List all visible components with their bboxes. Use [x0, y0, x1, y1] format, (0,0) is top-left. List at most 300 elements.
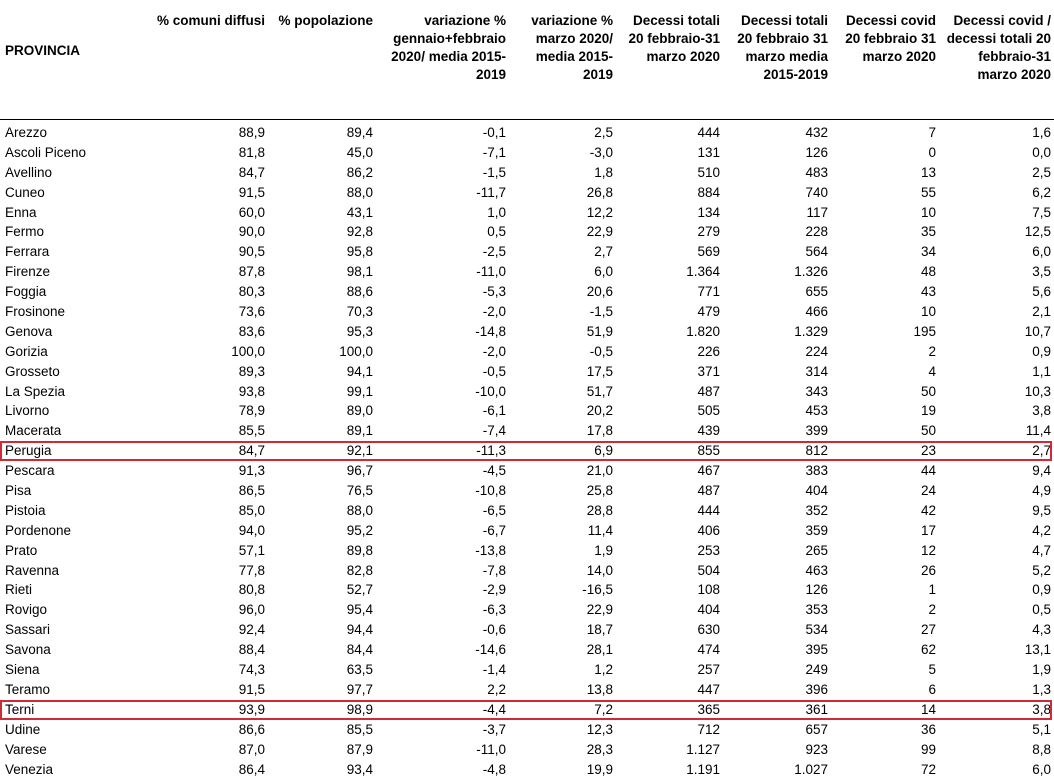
- value-cell: 26,8: [586, 184, 613, 200]
- value-cell: 4: [928, 363, 936, 379]
- value-cell: 712: [697, 721, 720, 737]
- table-row: [0, 660, 1054, 680]
- value-cell: 474: [697, 642, 720, 658]
- value-cell: 88,0: [346, 502, 373, 518]
- value-cell: -14,6: [475, 642, 506, 658]
- value-cell: 483: [805, 164, 828, 180]
- value-cell: 82,8: [346, 562, 373, 578]
- value-cell: 35: [920, 224, 936, 240]
- value-cell: 1,9: [594, 542, 613, 558]
- value-cell: 5,2: [1032, 562, 1051, 578]
- value-cell: 90,0: [238, 224, 265, 240]
- value-cell: -11,0: [476, 264, 506, 280]
- value-cell: 99,1: [346, 383, 373, 399]
- value-cell: 3,8: [1032, 403, 1051, 419]
- province-name-cell: Udine: [5, 721, 41, 737]
- value-cell: -11,7: [476, 184, 506, 200]
- table-row: [0, 600, 1054, 620]
- value-cell: 28,1: [586, 642, 613, 658]
- value-cell: -14,8: [475, 323, 506, 339]
- value-cell: -5,3: [482, 284, 506, 300]
- value-cell: 383: [805, 463, 828, 479]
- table-row: [0, 561, 1054, 581]
- table-row: [0, 501, 1054, 521]
- province-name-cell: Terni: [5, 701, 35, 717]
- province-name-cell: Cuneo: [5, 184, 45, 200]
- value-cell: 253: [697, 542, 720, 558]
- value-cell: 86,6: [238, 721, 265, 737]
- value-cell: 1,1: [1032, 363, 1051, 379]
- table-row: [0, 580, 1054, 600]
- province-name-cell: Grosseto: [5, 363, 60, 379]
- table-row: [0, 760, 1054, 780]
- value-cell: 0: [928, 144, 936, 160]
- table-row: [0, 143, 1054, 163]
- value-cell: 12,2: [586, 204, 613, 220]
- table-row: [0, 740, 1054, 760]
- table-row: [0, 342, 1054, 362]
- value-cell: 740: [805, 184, 828, 200]
- value-cell: 28,3: [586, 741, 613, 757]
- value-cell: 771: [697, 284, 720, 300]
- value-cell: -6,5: [482, 502, 506, 518]
- value-cell: -1,4: [482, 662, 506, 678]
- value-cell: -0,1: [482, 125, 506, 140]
- value-cell: 2,7: [1032, 443, 1051, 459]
- table-row: [0, 322, 1054, 342]
- value-cell: 89,1: [346, 423, 373, 439]
- value-cell: 505: [697, 403, 720, 419]
- province-name-cell: Frosinone: [5, 304, 66, 320]
- value-cell: 487: [697, 483, 720, 499]
- table-header: [0, 0, 1054, 120]
- value-cell: 343: [805, 383, 828, 399]
- value-cell: 93,8: [238, 383, 265, 399]
- value-cell: 88,4: [238, 642, 265, 658]
- value-cell: 100,0: [339, 343, 373, 359]
- value-cell: 96,0: [238, 602, 265, 618]
- value-cell: 361: [805, 701, 828, 717]
- value-cell: -2,0: [482, 343, 506, 359]
- value-cell: 84,4: [346, 642, 373, 658]
- header-covid-ratio: Decessi covid / decessi totali 20 febbraio-31 marzo 2020: [946, 13, 1051, 82]
- value-cell: 10: [920, 204, 936, 220]
- value-cell: 88,0: [346, 184, 373, 200]
- value-cell: 13,8: [586, 681, 613, 697]
- value-cell: 314: [805, 363, 828, 379]
- value-cell: 2,5: [1032, 164, 1051, 180]
- value-cell: 855: [697, 443, 720, 459]
- value-cell: 1: [928, 582, 936, 598]
- value-cell: 224: [805, 343, 828, 359]
- value-cell: 12,5: [1024, 224, 1051, 240]
- value-cell: 4,3: [1032, 622, 1051, 638]
- value-cell: 95,2: [346, 522, 373, 538]
- value-cell: 0,9: [1032, 582, 1051, 598]
- value-cell: 97,7: [346, 681, 373, 697]
- value-cell: 10,7: [1024, 323, 1051, 339]
- value-cell: 22,9: [586, 224, 613, 240]
- value-cell: 80,3: [238, 284, 265, 300]
- value-cell: 81,8: [238, 144, 265, 160]
- value-cell: -2,9: [482, 582, 506, 598]
- value-cell: 630: [697, 622, 720, 638]
- value-cell: 14,0: [586, 562, 613, 578]
- value-cell: 21,0: [586, 463, 613, 479]
- table-body: [0, 120, 1054, 779]
- table-row: [0, 481, 1054, 501]
- value-cell: 23: [920, 443, 936, 459]
- value-cell: 19: [920, 403, 936, 419]
- value-cell: 17,5: [586, 363, 613, 379]
- value-cell: 99: [920, 741, 936, 757]
- value-cell: 432: [805, 125, 828, 140]
- value-cell: 50: [920, 383, 936, 399]
- value-cell: 20,6: [586, 284, 613, 300]
- value-cell: 94,0: [238, 522, 265, 538]
- value-cell: 466: [805, 304, 828, 320]
- table-row: [0, 262, 1054, 282]
- header-pct-comuni: % comuni diffusi: [157, 13, 265, 28]
- value-cell: 85,5: [346, 721, 373, 737]
- value-cell: 44: [920, 463, 936, 479]
- value-cell: 98,9: [346, 701, 373, 717]
- value-cell: -11,3: [476, 443, 506, 459]
- value-cell: 1.820: [686, 323, 720, 339]
- value-cell: 94,1: [346, 363, 373, 379]
- value-cell: 2,5: [594, 125, 613, 140]
- value-cell: 487: [697, 383, 720, 399]
- value-cell: 134: [697, 204, 720, 220]
- value-cell: 19,9: [586, 761, 613, 777]
- value-cell: 34: [920, 244, 936, 260]
- value-cell: 5,1: [1032, 721, 1051, 737]
- value-cell: -4,8: [482, 761, 506, 777]
- value-cell: -6,3: [482, 602, 506, 618]
- value-cell: 2,1: [1032, 304, 1051, 320]
- value-cell: 77,8: [238, 562, 265, 578]
- province-name-cell: Genova: [5, 323, 53, 339]
- value-cell: 884: [697, 184, 720, 200]
- value-cell: 371: [697, 363, 720, 379]
- value-cell: 92,4: [238, 622, 265, 638]
- value-cell: 226: [697, 343, 720, 359]
- table-row: [0, 222, 1054, 242]
- value-cell: 91,5: [238, 681, 265, 697]
- province-name-cell: Macerata: [5, 423, 62, 439]
- value-cell: 96,7: [346, 463, 373, 479]
- value-cell: 72: [920, 761, 936, 777]
- value-cell: 51,7: [586, 383, 613, 399]
- province-name-cell: Venezia: [5, 761, 54, 777]
- table-row: [0, 362, 1054, 382]
- value-cell: 91,3: [238, 463, 265, 479]
- province-name-cell: Pescara: [5, 463, 55, 479]
- value-cell: 98,1: [346, 264, 373, 280]
- value-cell: 228: [805, 224, 828, 240]
- province-name-cell: Savona: [5, 642, 51, 658]
- value-cell: 0,0: [1032, 144, 1051, 160]
- province-name-cell: Pistoia: [5, 502, 46, 518]
- value-cell: 1.027: [794, 761, 828, 777]
- value-cell: 78,9: [238, 403, 265, 419]
- value-cell: 86,2: [346, 164, 373, 180]
- province-name-cell: Enna: [5, 204, 37, 220]
- table-row: [0, 282, 1054, 302]
- province-name-cell: Pordenone: [5, 522, 72, 538]
- value-cell: 13: [920, 164, 936, 180]
- province-name-cell: Prato: [5, 542, 38, 558]
- value-cell: 1,3: [1032, 681, 1051, 697]
- value-cell: -10,8: [475, 483, 506, 499]
- value-cell: 2: [928, 602, 936, 618]
- value-cell: 444: [697, 502, 720, 518]
- value-cell: 57,1: [238, 542, 265, 558]
- table-row: [0, 163, 1054, 183]
- value-cell: 6,0: [1032, 761, 1051, 777]
- value-cell: 95,8: [346, 244, 373, 260]
- value-cell: 43,1: [346, 204, 373, 220]
- value-cell: 3,5: [1032, 264, 1051, 280]
- value-cell: 10: [920, 304, 936, 320]
- value-cell: 60,0: [238, 204, 265, 220]
- value-cell: 86,5: [238, 483, 265, 499]
- value-cell: 86,4: [238, 761, 265, 777]
- value-cell: 479: [697, 304, 720, 320]
- table-row: [0, 620, 1054, 640]
- value-cell: 365: [697, 701, 720, 717]
- value-cell: 923: [805, 741, 828, 757]
- value-cell: 13,1: [1024, 642, 1051, 658]
- value-cell: 534: [805, 622, 828, 638]
- value-cell: 84,7: [238, 164, 265, 180]
- value-cell: 126: [805, 582, 828, 598]
- value-cell: 2: [928, 343, 936, 359]
- value-cell: 6,0: [1032, 244, 1051, 260]
- province-name-cell: Gorizia: [5, 343, 48, 359]
- value-cell: 84,7: [238, 443, 265, 459]
- value-cell: 80,8: [238, 582, 265, 598]
- value-cell: -13,8: [475, 542, 506, 558]
- value-cell: 453: [805, 403, 828, 419]
- value-cell: 1.329: [794, 323, 828, 339]
- value-cell: 73,6: [238, 304, 265, 320]
- value-cell: 95,4: [346, 602, 373, 618]
- value-cell: 5: [928, 662, 936, 678]
- value-cell: -0,5: [589, 343, 613, 359]
- header-var-genfeb: variazione % gennaio+febbraio 2020/ media 2015-2019: [391, 13, 506, 82]
- value-cell: 89,3: [238, 363, 265, 379]
- value-cell: 2,2: [487, 681, 506, 697]
- table-row-highlighted: [0, 700, 1054, 720]
- table-row: [0, 183, 1054, 203]
- value-cell: 92,8: [346, 224, 373, 240]
- value-cell: 85,0: [238, 502, 265, 518]
- value-cell: 8,8: [1032, 741, 1051, 757]
- value-cell: 48: [920, 264, 936, 280]
- value-cell: 17: [920, 522, 936, 538]
- value-cell: 6,2: [1032, 184, 1051, 200]
- value-cell: 88,6: [346, 284, 373, 300]
- value-cell: 7,5: [1032, 204, 1051, 220]
- value-cell: 467: [697, 463, 720, 479]
- value-cell: 404: [697, 602, 720, 618]
- value-cell: -4,5: [482, 463, 506, 479]
- value-cell: 93,9: [238, 701, 265, 717]
- value-cell: 108: [697, 582, 720, 598]
- value-cell: 74,3: [238, 662, 265, 678]
- value-cell: -3,7: [482, 721, 506, 737]
- value-cell: 20,2: [586, 403, 613, 419]
- value-cell: -7,4: [482, 423, 506, 439]
- value-cell: 87,9: [346, 741, 373, 757]
- province-name-cell: Varese: [5, 741, 47, 757]
- value-cell: 52,7: [346, 582, 373, 598]
- value-cell: 43: [920, 284, 936, 300]
- value-cell: 12: [920, 542, 936, 558]
- value-cell: 87,8: [238, 264, 265, 280]
- value-cell: 0,5: [1032, 602, 1051, 618]
- table-row: [0, 421, 1054, 441]
- value-cell: 36: [920, 721, 936, 737]
- province-name-cell: Siena: [5, 662, 40, 678]
- value-cell: 257: [697, 662, 720, 678]
- value-cell: 25,8: [586, 483, 613, 499]
- value-cell: 352: [805, 502, 828, 518]
- header-pct-popolazione: % popolazione: [278, 13, 373, 28]
- value-cell: 463: [805, 562, 828, 578]
- value-cell: 1,6: [1032, 125, 1051, 140]
- table-row: [0, 680, 1054, 700]
- province-name-cell: Ferrara: [5, 244, 50, 260]
- value-cell: -4,4: [482, 701, 506, 717]
- value-cell: 655: [805, 284, 828, 300]
- value-cell: 11,4: [587, 522, 613, 538]
- value-cell: 447: [697, 681, 720, 697]
- value-cell: -7,8: [482, 562, 506, 578]
- value-cell: 83,6: [238, 323, 265, 339]
- value-cell: 93,4: [346, 761, 373, 777]
- province-name-cell: Ascoli Piceno: [5, 144, 87, 160]
- value-cell: 10,3: [1024, 383, 1051, 399]
- value-cell: 657: [805, 721, 828, 737]
- value-cell: 12,3: [586, 721, 613, 737]
- province-name-cell: Rieti: [5, 582, 33, 598]
- value-cell: 42: [920, 502, 936, 518]
- value-cell: 50: [920, 423, 936, 439]
- value-cell: -0,5: [482, 363, 506, 379]
- value-cell: 89,0: [346, 403, 373, 419]
- table-row: [0, 521, 1054, 541]
- value-cell: -0,6: [482, 622, 506, 638]
- table-row: [0, 382, 1054, 402]
- header-provincia: PROVINCIA: [5, 43, 81, 58]
- province-name-cell: Avellino: [5, 164, 53, 180]
- value-cell: 14: [920, 701, 936, 717]
- header-decessi-covid: Decessi covid 20 febbraio 31 marzo 2020: [845, 13, 936, 64]
- value-cell: 6,0: [594, 264, 613, 280]
- table-row-highlighted: [0, 441, 1054, 461]
- value-cell: 63,5: [346, 662, 373, 678]
- value-cell: -16,5: [582, 582, 613, 598]
- value-cell: 510: [697, 164, 720, 180]
- value-cell: 2,7: [594, 244, 613, 260]
- value-cell: 4,7: [1032, 542, 1051, 558]
- value-cell: -2,5: [482, 244, 506, 260]
- value-cell: 504: [697, 562, 720, 578]
- province-name-cell: La Spezia: [5, 383, 66, 399]
- value-cell: 564: [805, 244, 828, 260]
- province-name-cell: Fermo: [5, 224, 45, 240]
- header-decessi-totali-media: Decessi totali 20 febbraio 31 marzo media 2015-2019: [737, 13, 828, 82]
- value-cell: 90,5: [238, 244, 265, 260]
- value-cell: -1,5: [482, 164, 506, 180]
- header-var-marzo: variazione % marzo 2020/ media 2015-2019: [531, 13, 613, 82]
- value-cell: 51,9: [586, 323, 613, 339]
- value-cell: 89,4: [346, 125, 373, 140]
- value-cell: 395: [805, 642, 828, 658]
- value-cell: 62: [920, 642, 936, 658]
- value-cell: 28,8: [586, 502, 613, 518]
- value-cell: 265: [805, 542, 828, 558]
- value-cell: 1,2: [594, 662, 613, 678]
- value-cell: 9,5: [1032, 502, 1051, 518]
- value-cell: 812: [805, 443, 828, 459]
- value-cell: 1.326: [794, 264, 828, 280]
- value-cell: 17,8: [586, 423, 613, 439]
- value-cell: 26: [920, 562, 936, 578]
- province-name-cell: Sassari: [5, 622, 51, 638]
- table-row: [0, 401, 1054, 421]
- value-cell: 89,8: [346, 542, 373, 558]
- value-cell: 92,1: [346, 443, 373, 459]
- value-cell: 100,0: [231, 343, 265, 359]
- value-cell: 1,0: [487, 204, 506, 220]
- value-cell: 95,3: [346, 323, 373, 339]
- value-cell: -6,1: [482, 403, 506, 419]
- value-cell: -2,0: [482, 304, 506, 320]
- value-cell: 117: [806, 204, 828, 220]
- value-cell: 7,2: [594, 701, 613, 717]
- value-cell: 11,4: [1025, 423, 1051, 439]
- province-name-cell: Pisa: [5, 483, 32, 499]
- table-row: [0, 461, 1054, 481]
- value-cell: 126: [805, 144, 828, 160]
- value-cell: 249: [805, 662, 828, 678]
- value-cell: 22,9: [586, 602, 613, 618]
- value-cell: -1,5: [589, 304, 613, 320]
- value-cell: 4,2: [1032, 522, 1051, 538]
- value-cell: 9,4: [1032, 463, 1051, 479]
- table-row: [0, 541, 1054, 561]
- province-name-cell: Ravenna: [5, 562, 60, 578]
- value-cell: 88,9: [238, 125, 265, 140]
- value-cell: 18,7: [586, 622, 613, 638]
- value-cell: -3,0: [589, 144, 613, 160]
- value-cell: -10,0: [475, 383, 506, 399]
- value-cell: 7: [928, 125, 936, 140]
- province-name-cell: Perugia: [5, 443, 52, 459]
- value-cell: 5,6: [1032, 284, 1051, 300]
- value-cell: 359: [805, 522, 828, 538]
- value-cell: 399: [805, 423, 828, 439]
- value-cell: 45,0: [346, 144, 373, 160]
- value-cell: 1,8: [594, 164, 613, 180]
- value-cell: 27: [920, 622, 936, 638]
- value-cell: 4,9: [1032, 483, 1051, 499]
- value-cell: -7,1: [482, 144, 506, 160]
- value-cell: 404: [805, 483, 828, 499]
